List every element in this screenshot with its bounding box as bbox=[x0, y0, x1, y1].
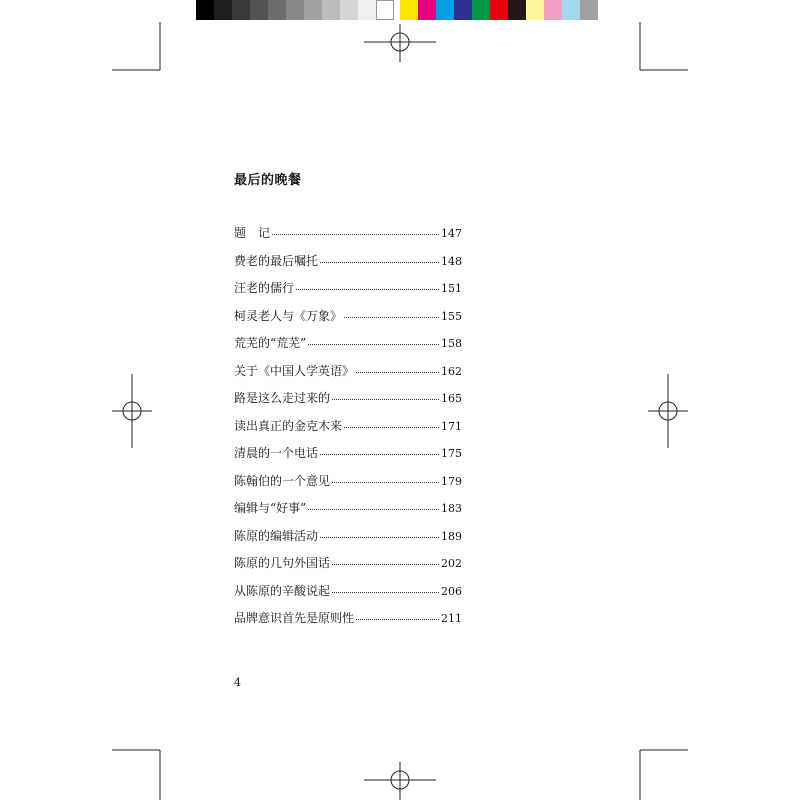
toc-entry[interactable] bbox=[234, 417, 462, 445]
toc-entry[interactable] bbox=[234, 554, 462, 582]
toc-entry-page: 202 bbox=[441, 557, 462, 570]
toc-entry-page: 183 bbox=[441, 502, 462, 515]
toc-entry-title: 编辑与“好事” bbox=[234, 501, 307, 515]
toc-entry-title: 读出真正的金克木来 bbox=[234, 418, 343, 433]
toc-entry[interactable] bbox=[234, 499, 462, 527]
toc-entry-title: 从陈原的辛酸说起 bbox=[234, 583, 331, 598]
toc-entry[interactable] bbox=[234, 472, 462, 500]
toc-leader-dots bbox=[320, 527, 439, 538]
toc-leader-dots bbox=[308, 334, 439, 345]
toc-entry[interactable] bbox=[234, 279, 462, 307]
toc-leader-dots bbox=[320, 444, 439, 455]
toc-entry-title: 柯灵老人与《万象》 bbox=[234, 308, 343, 323]
toc-leader-dots bbox=[332, 389, 439, 400]
toc-entry-title: 路是这么走过来的 bbox=[234, 391, 331, 405]
toc-entry-page: 165 bbox=[441, 392, 462, 405]
toc-entry-page: 179 bbox=[441, 474, 462, 488]
registration-target-top bbox=[364, 24, 436, 62]
toc-entry-title: 费老的最后嘱托 bbox=[234, 253, 319, 268]
toc-leader-dots bbox=[308, 499, 439, 510]
toc-entry-page: 171 bbox=[441, 419, 462, 433]
toc-leader-dots bbox=[332, 554, 439, 565]
toc-entry[interactable] bbox=[234, 609, 462, 637]
toc-entry[interactable] bbox=[234, 334, 462, 362]
toc-leader-dots bbox=[320, 252, 439, 263]
toc-entry[interactable] bbox=[234, 362, 462, 390]
toc-leader-dots bbox=[344, 417, 439, 428]
toc-entry-page: 148 bbox=[441, 254, 462, 268]
toc-entry[interactable] bbox=[234, 252, 462, 280]
registration-target-left bbox=[112, 374, 152, 448]
toc-entry-page: 211 bbox=[441, 612, 462, 625]
toc-leader-dots bbox=[272, 224, 439, 235]
registration-target-right bbox=[648, 374, 688, 448]
toc-leader-dots bbox=[344, 307, 439, 318]
table-of-contents bbox=[234, 224, 462, 637]
toc-entry-title: 清晨的一个电话 bbox=[234, 446, 319, 460]
toc-entry-title: 品牌意识首先是原则性 bbox=[234, 611, 355, 625]
toc-entry-title: 汪老的儒行 bbox=[234, 281, 295, 295]
toc-entry-page: 206 bbox=[441, 584, 462, 598]
toc-entry-title: 陈翰伯的一个意见 bbox=[234, 473, 331, 488]
section-title: 最后的晚餐 bbox=[234, 173, 302, 188]
toc-entry[interactable] bbox=[234, 444, 462, 472]
toc-entry-page: 162 bbox=[441, 364, 462, 378]
page-number: 4 bbox=[234, 676, 241, 689]
toc-leader-dots bbox=[332, 582, 439, 593]
toc-leader-dots bbox=[332, 472, 439, 483]
registration-target-bottom bbox=[364, 762, 436, 800]
toc-entry[interactable] bbox=[234, 582, 462, 610]
toc-entry[interactable] bbox=[234, 527, 462, 555]
toc-entry-title: 荒芜的“荒芜” bbox=[234, 336, 307, 350]
toc-entry-page: 158 bbox=[441, 337, 462, 350]
toc-entry[interactable] bbox=[234, 224, 462, 252]
toc-entry-page: 147 bbox=[441, 227, 462, 240]
toc-leader-dots bbox=[356, 609, 439, 620]
toc-entry[interactable] bbox=[234, 307, 462, 335]
toc-entry-page: 175 bbox=[441, 447, 462, 460]
toc-entry-page: 151 bbox=[441, 282, 462, 295]
toc-leader-dots bbox=[296, 279, 439, 290]
toc-entry[interactable] bbox=[234, 389, 462, 417]
toc-entry-page: 189 bbox=[441, 529, 462, 543]
toc-entry-page: 155 bbox=[441, 309, 462, 323]
toc-entry-title: 陈原的几句外国话 bbox=[234, 556, 331, 570]
toc-entry-title: 题 记 bbox=[234, 226, 271, 240]
toc-entry-title: 陈原的编辑活动 bbox=[234, 528, 319, 543]
toc-leader-dots bbox=[356, 362, 439, 373]
toc-entry-title: 关于《中国人学英语》 bbox=[234, 363, 355, 378]
